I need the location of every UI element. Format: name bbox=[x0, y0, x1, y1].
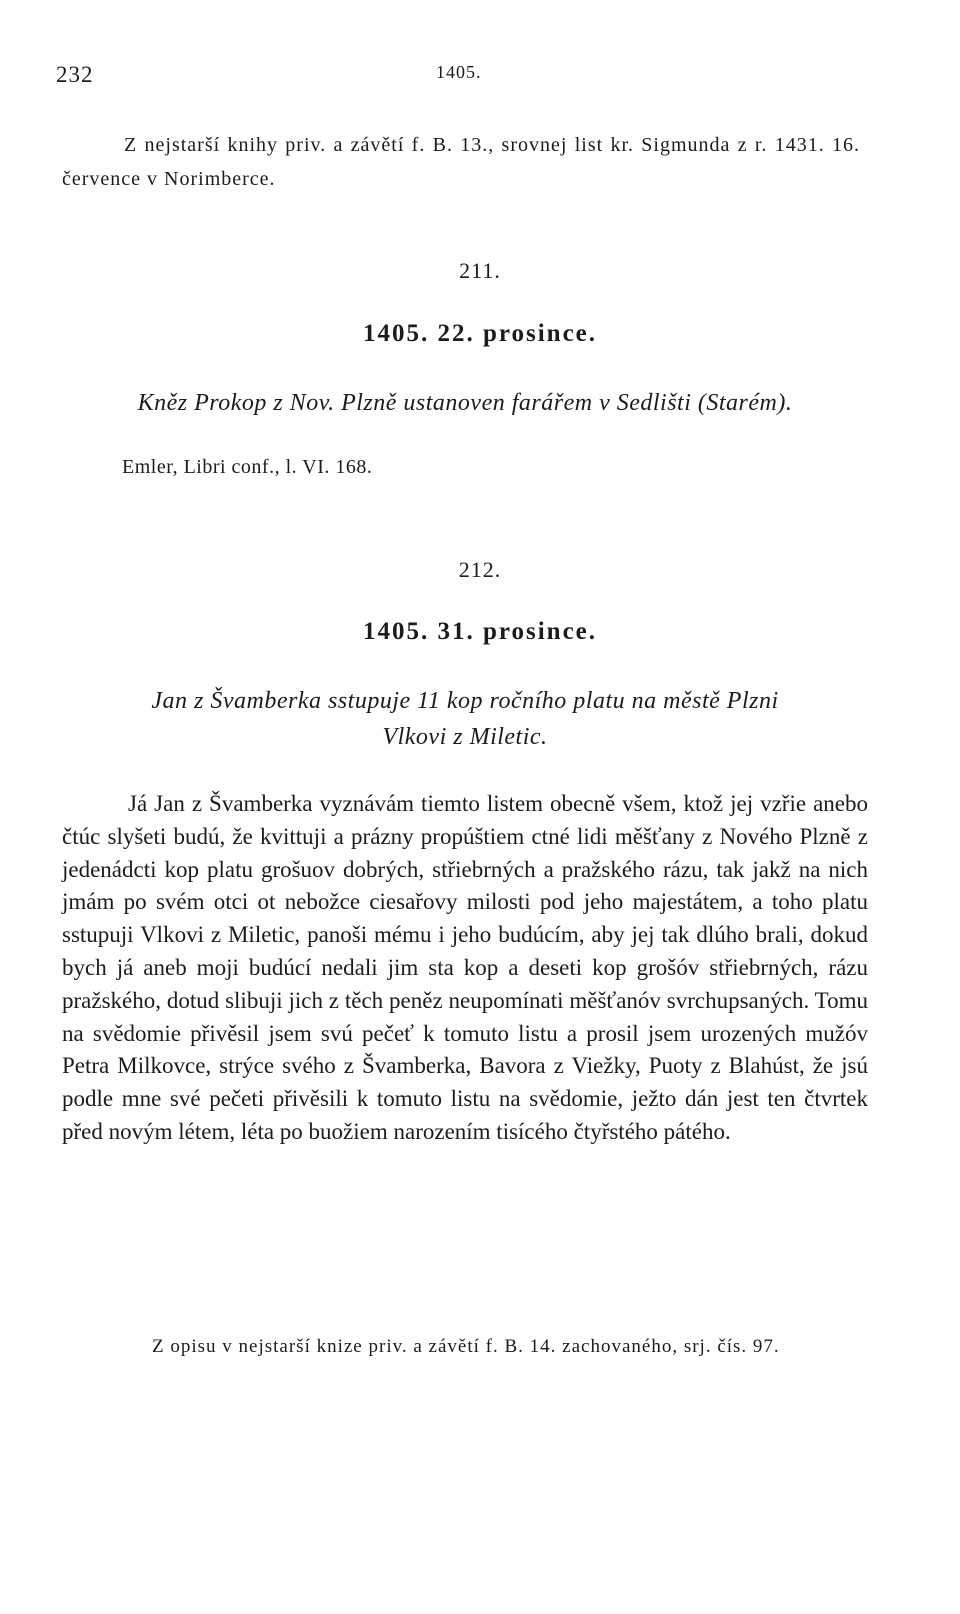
document-text-212: Já Jan z Švamberka vyznávám tiemto listem obecně všem, ktož jej vzřie anebo čtúc slyšeti budú, že kvittuji a prázny propúštiem ctné lidi měšťany z Nového Plzně z jedenádcti kop platu grošuov dobrých, střiebrných a pražského rázu, tak jakž na nich jmám po svém otci ot nebožce ciesařovy milosti pod jeho majestátem, a toho platu sstupuji Vlkovi z Miletic, panoši mému i jeho budúcím, aby jej tak dlúho brali, dokud bych já aneb moji budúcí nedali jim sta kop a deseti kop grošóv střiebrných, rázu pražského, dotud slibuji jich z těch peněz neupomínati měšťanóv svrchupsaných. Tomu na svědomie přivěsil jsem svú pečeť k tomuto listu a prosil jsem urozených mužóv Petra Milkovce, strýce svého z Švamberka, Bavora z Viežky, Puoty z Blahúst, že jsú podle mne své pečeti přivěsili k tomuto listu na svědomie, ježto dán jest ten čtvrtek před novým létem, léta po buožiem narozením tisícého čtyřstého pátého. bbox=[62, 791, 868, 1144]
document-source-note-212: Z opisu v nejstarší knize priv. a závětí f. B. 14. zachovaného, srj. čís. 97. bbox=[152, 1336, 780, 1357]
page-number: 232 bbox=[56, 62, 94, 87]
document-number-211: 211. bbox=[459, 258, 501, 283]
running-header-year: 1405. bbox=[436, 62, 482, 82]
document-date-211: 1405. 22. prosince. bbox=[362, 320, 598, 347]
document-date-212: 1405. 31. prosince. bbox=[362, 618, 598, 645]
document-number-212: 212. bbox=[458, 557, 502, 582]
document-source-211: Emler, Libri conf., l. VI. 168. bbox=[122, 456, 373, 478]
document-regest-212-line-1: Jan z Švamberka sstupuje 11 kop ročního platu na městě Plzni bbox=[151, 688, 779, 714]
document-regest-211: Kněz Prokop z Nov. Plzně ustanoven farářem v Sedlišti (Starém). bbox=[137, 390, 793, 416]
document-regest-212-line-2: Vlkovi z Miletic. bbox=[382, 724, 548, 750]
previous-document-source-note: Z nejstarší knihy priv. a závětí f. B. 13., srovnej list kr. Sigmunda z r. 1431. 16. července v Norimberce. bbox=[62, 134, 860, 190]
